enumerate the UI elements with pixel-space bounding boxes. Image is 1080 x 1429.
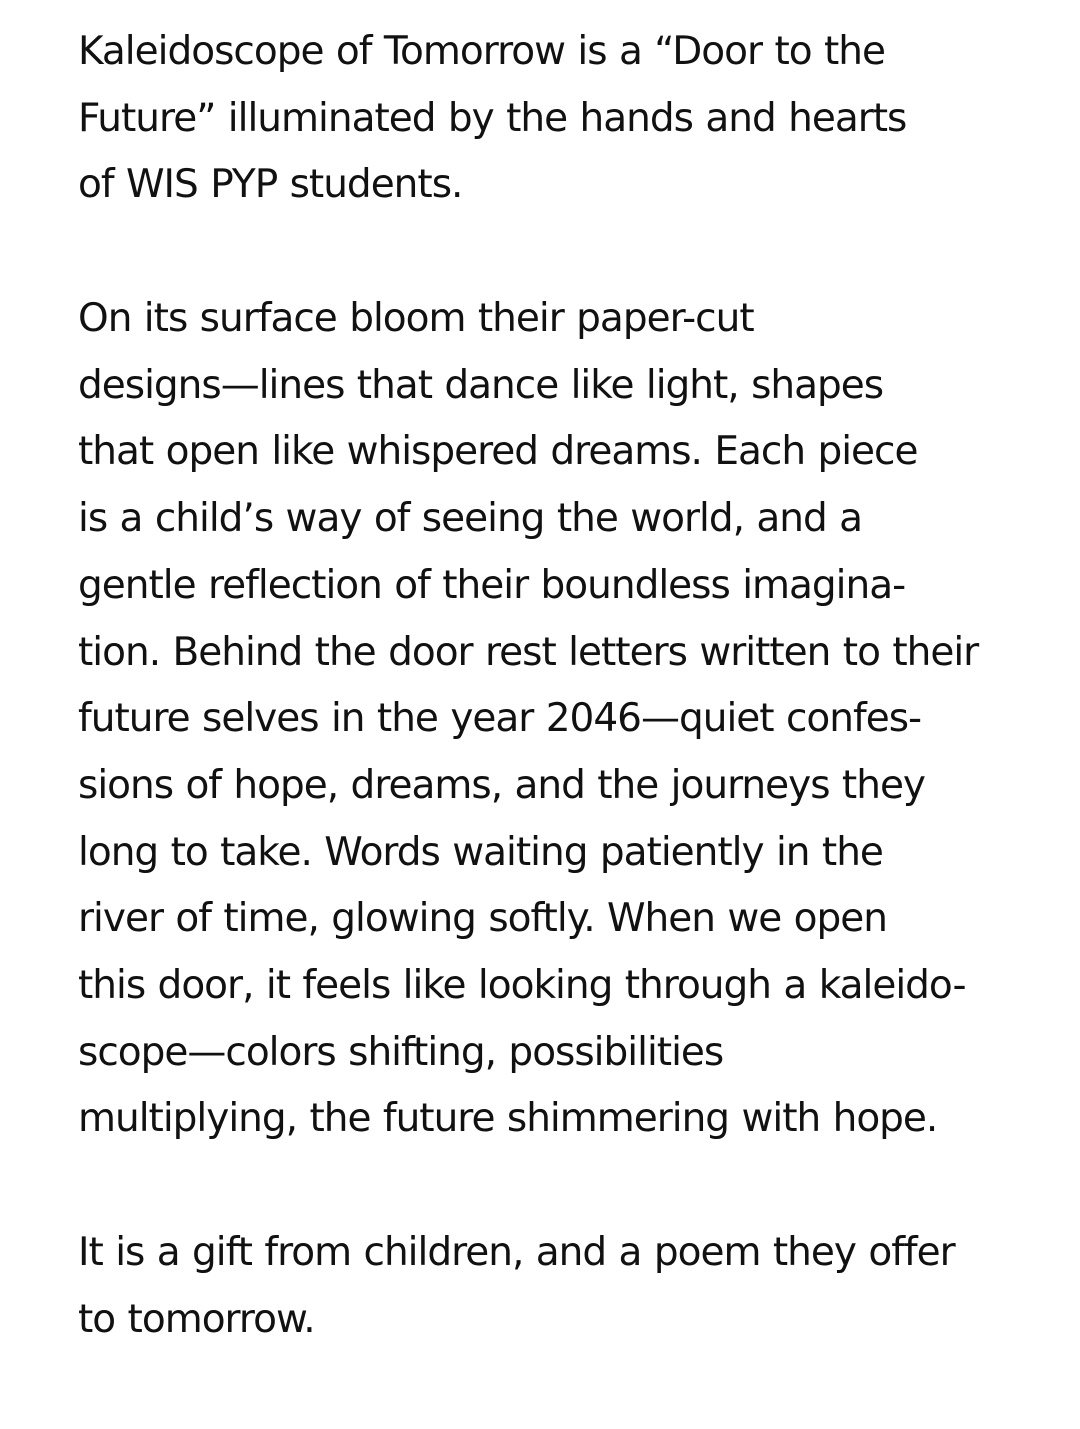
- text-line: this door, it feels like looking through a kaleido-: [78, 963, 966, 1009]
- text-line: is a child’s way of seeing the world, and a: [78, 496, 863, 542]
- text-line: gentle reflection of their boundless imagina-: [78, 562, 906, 608]
- text-line: that open like whispered dreams. Each piece: [78, 429, 918, 475]
- text-line: river of time, glowing softly. When we open: [78, 896, 887, 942]
- text-line: It is a gift from children, and a poem they offer: [78, 1230, 955, 1275]
- text-line: scope—colors shifting, possibilities: [78, 1029, 724, 1075]
- text-line: to tomorrow.: [78, 1296, 315, 1342]
- text-line: future selves in the year 2046—quiet confes-: [78, 696, 922, 742]
- text-line: sions of hope, dreams, and the journeys they: [78, 762, 926, 808]
- text-line: of WIS PYP students.: [78, 162, 463, 208]
- text-line: tion. Behind the door rest letters written to their: [78, 629, 979, 675]
- closing-paragraph: [78, 1220, 1018, 1353]
- text-line: Future” illuminated by the hands and hearts: [78, 95, 907, 141]
- text-line: multiplying, the future shimmering with hope.: [78, 1096, 938, 1142]
- intro-paragraph: [78, 19, 1018, 219]
- text-line: designs—lines that dance like light, shapes: [78, 362, 884, 408]
- text-line: Kaleidoscope of Tomorrow is a “Door to the: [78, 29, 886, 74]
- text-line: long to take. Words waiting patiently in the: [78, 829, 883, 875]
- text-line: On its surface bloom their paper-cut: [78, 296, 754, 341]
- description-paragraph: [78, 286, 1018, 1153]
